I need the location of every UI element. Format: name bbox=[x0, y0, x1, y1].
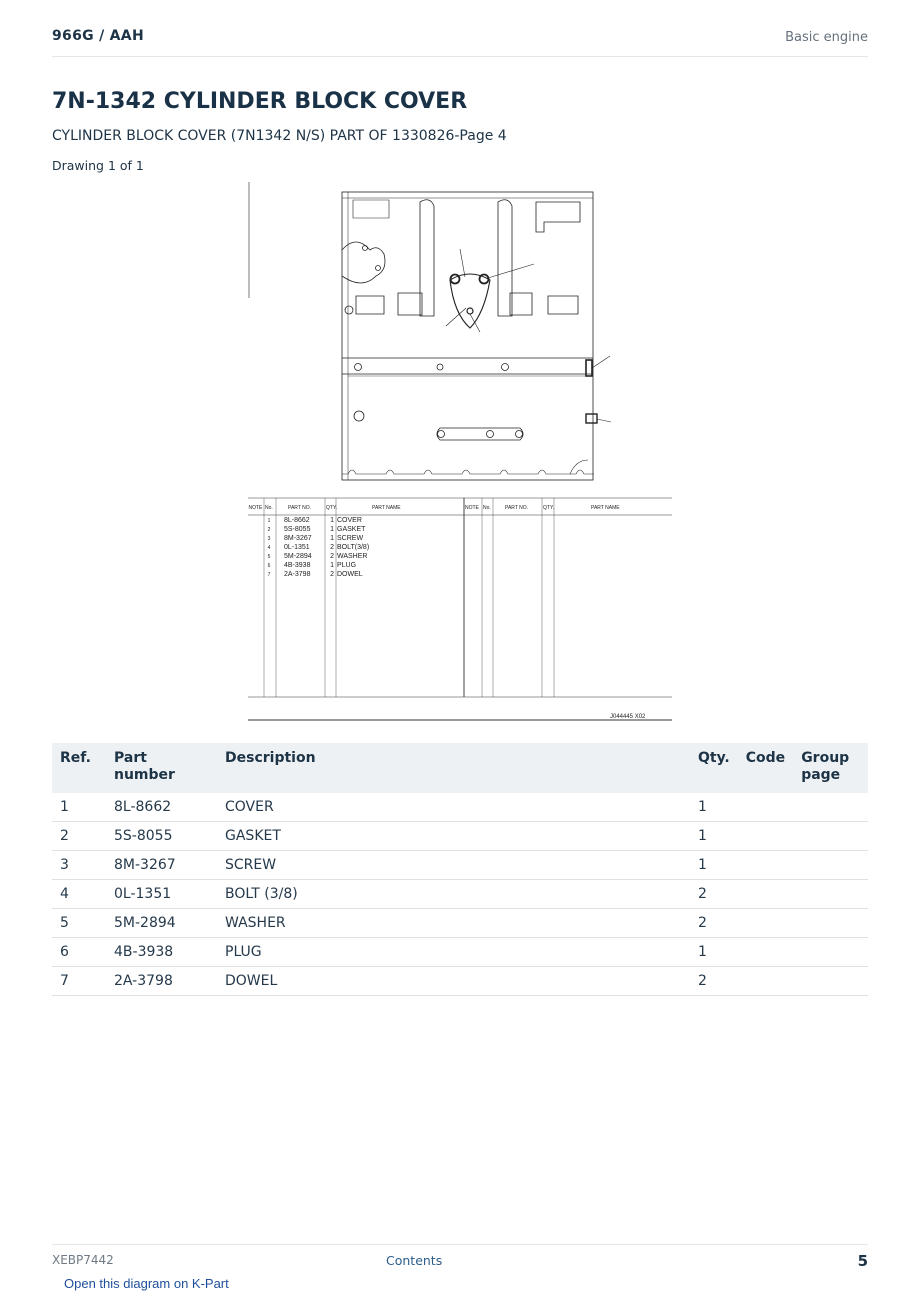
table-row bbox=[52, 880, 868, 909]
diagram-row-name: BOLT(3/8) bbox=[337, 544, 370, 551]
diagram-row-qty: 2 bbox=[330, 544, 334, 551]
cell-code bbox=[738, 880, 793, 909]
diagram-header-partno-2: PART NO. bbox=[505, 505, 529, 511]
cell-code bbox=[738, 793, 793, 822]
diagram-header-no: No. bbox=[265, 505, 273, 511]
cell-part-number: 2A-3798 bbox=[106, 967, 217, 996]
cell-code bbox=[738, 909, 793, 938]
diagram-header-note: NOTE bbox=[248, 505, 263, 511]
diagram-row-qty: 2 bbox=[330, 571, 334, 578]
diagram-parts-list bbox=[268, 517, 370, 578]
cell-part-number: 5S-8055 bbox=[106, 822, 217, 851]
diagram-header-partno: PART NO. bbox=[288, 505, 312, 511]
diagram-row-name: PLUG bbox=[337, 562, 357, 569]
diagram-header-note-2: NOTE bbox=[465, 505, 479, 511]
cell-description: COVER bbox=[217, 793, 690, 822]
doc-id: XEBP7442 bbox=[52, 1253, 114, 1267]
cell-description: BOLT (3/8) bbox=[217, 880, 690, 909]
cell-qty: 2 bbox=[690, 909, 738, 938]
table-row bbox=[52, 967, 868, 996]
cell-ref: 2 bbox=[52, 822, 106, 851]
table-row bbox=[52, 793, 868, 822]
cell-code bbox=[738, 967, 793, 996]
kpart-diagram-link[interactable]: Open this diagram on K-Part bbox=[64, 1276, 229, 1291]
cell-description: GASKET bbox=[217, 822, 690, 851]
cell-group-page bbox=[793, 793, 868, 822]
cell-code bbox=[738, 938, 793, 967]
cell-part-number: 8M-3267 bbox=[106, 851, 217, 880]
cell-group-page bbox=[793, 822, 868, 851]
diagram-header-partname: PART NAME bbox=[372, 505, 401, 511]
drawing-count: Drawing 1 of 1 bbox=[52, 158, 144, 173]
diagram-row-no: 3 bbox=[267, 536, 271, 542]
diagram-row-qty: 1 bbox=[330, 562, 334, 569]
cell-ref: 3 bbox=[52, 851, 106, 880]
table-row bbox=[52, 851, 868, 880]
cell-qty: 1 bbox=[690, 793, 738, 822]
diagram-row-qty: 1 bbox=[330, 526, 334, 533]
cell-description: WASHER bbox=[217, 909, 690, 938]
col-code: Code bbox=[738, 743, 793, 793]
cell-qty: 1 bbox=[690, 822, 738, 851]
cell-part-number: 8L-8662 bbox=[106, 793, 217, 822]
diagram-row-partno: 2A-3798 bbox=[284, 571, 311, 578]
page-footer bbox=[52, 1244, 868, 1275]
section-label: Basic engine bbox=[785, 30, 868, 45]
model-label: 966G / AAH bbox=[52, 28, 144, 44]
cell-group-page bbox=[793, 909, 868, 938]
cell-description: DOWEL bbox=[217, 967, 690, 996]
contents-link[interactable]: Contents bbox=[386, 1253, 443, 1268]
table-row bbox=[52, 938, 868, 967]
cell-part-number: 5M-2894 bbox=[106, 909, 217, 938]
cylinder-block-outline bbox=[342, 192, 593, 480]
cell-qty: 1 bbox=[690, 851, 738, 880]
parts-table-header-row bbox=[52, 743, 868, 793]
parts-table bbox=[52, 743, 868, 996]
diagram-row-partno: 5M-2894 bbox=[284, 553, 312, 560]
col-part-number: Part number bbox=[106, 743, 217, 793]
cell-code bbox=[738, 851, 793, 880]
diagram-row-name: WASHER bbox=[337, 553, 368, 560]
cell-qty: 1 bbox=[690, 938, 738, 967]
diagram-row-partno: 5S-8055 bbox=[284, 526, 311, 533]
cell-part-number: 4B-3938 bbox=[106, 938, 217, 967]
col-group-page: Group page bbox=[793, 743, 868, 793]
diagram-row-name: SCREW bbox=[337, 535, 364, 542]
page-header bbox=[52, 28, 868, 57]
diagram-row-name: DOWEL bbox=[337, 571, 363, 578]
col-qty: Qty. bbox=[690, 743, 738, 793]
col-description: Description bbox=[217, 743, 690, 793]
diagram-row-qty: 1 bbox=[330, 535, 334, 542]
drawing-id: J044445 X02 bbox=[610, 714, 646, 720]
cell-description: SCREW bbox=[217, 851, 690, 880]
flange-outline bbox=[342, 242, 385, 283]
cell-qty: 2 bbox=[690, 967, 738, 996]
diagram-header-qty-2: QTY. bbox=[543, 505, 555, 511]
diagram-header-qty: QTY. bbox=[326, 505, 338, 511]
table-row bbox=[52, 822, 868, 851]
diagram-header-no-2: No. bbox=[483, 505, 491, 511]
diagram-row-partno: 8M-3267 bbox=[284, 535, 312, 542]
diagram-row-no: 1 bbox=[267, 518, 271, 524]
diagram-row-qty: 1 bbox=[330, 517, 334, 524]
diagram-row-qty: 2 bbox=[330, 553, 334, 560]
page-number: 5 bbox=[857, 1252, 868, 1270]
cell-qty: 2 bbox=[690, 880, 738, 909]
cell-ref: 6 bbox=[52, 938, 106, 967]
cell-group-page bbox=[793, 967, 868, 996]
cell-ref: 4 bbox=[52, 880, 106, 909]
diagram-row-partno: 4B-3938 bbox=[284, 562, 311, 569]
cell-group-page bbox=[793, 851, 868, 880]
cell-group-page bbox=[793, 938, 868, 967]
page-subtitle: CYLINDER BLOCK COVER (7N1342 N/S) PART OF 1330826-Page 4 bbox=[52, 128, 507, 144]
diagram-row-no: 4 bbox=[267, 545, 271, 551]
diagram-row-no: 7 bbox=[267, 572, 271, 578]
cell-description: PLUG bbox=[217, 938, 690, 967]
diagram-row-partno: 8L-8662 bbox=[284, 517, 310, 524]
diagram-header-partname-2: PART NAME bbox=[591, 505, 620, 511]
diagram-row-partno: 0L-1351 bbox=[284, 544, 310, 551]
col-ref: Ref. bbox=[52, 743, 106, 793]
table-row bbox=[52, 909, 868, 938]
diagram-row-no: 2 bbox=[267, 527, 271, 533]
diagram-row-name: COVER bbox=[337, 517, 362, 524]
page-title: 7N-1342 CYLINDER BLOCK COVER bbox=[52, 89, 468, 114]
parts-diagram bbox=[248, 178, 674, 724]
cell-code bbox=[738, 822, 793, 851]
cell-ref: 7 bbox=[52, 967, 106, 996]
diagram-row-no: 5 bbox=[267, 554, 271, 560]
cell-ref: 1 bbox=[52, 793, 106, 822]
cover-plate bbox=[450, 274, 490, 328]
diagram-row-no: 6 bbox=[267, 563, 271, 569]
diagram-row-name: GASKET bbox=[337, 526, 366, 533]
cell-group-page bbox=[793, 880, 868, 909]
cell-part-number: 0L-1351 bbox=[106, 880, 217, 909]
cell-ref: 5 bbox=[52, 909, 106, 938]
